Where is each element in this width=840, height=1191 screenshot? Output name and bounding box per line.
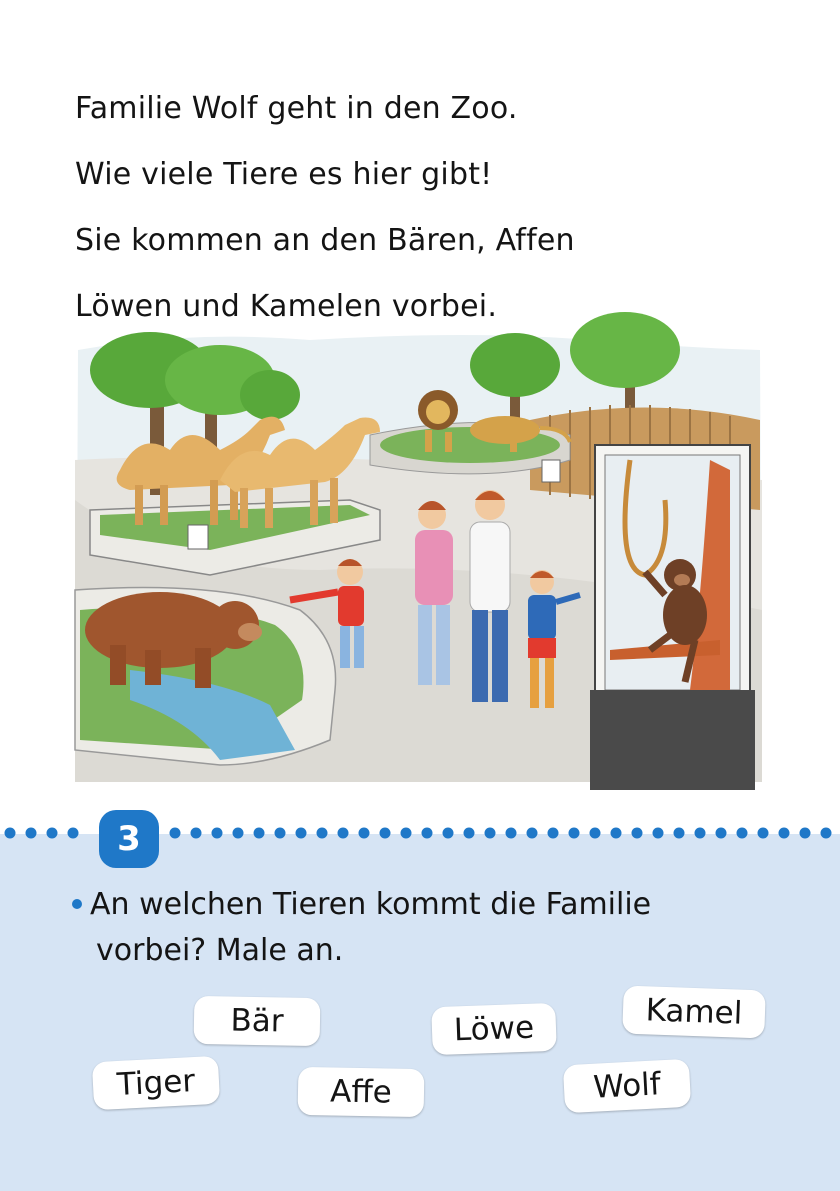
word-card-loewe[interactable]: Löwe (431, 1003, 557, 1055)
story-line-4: Löwen und Kamelen vorbei. (75, 289, 498, 324)
word-card-kamel[interactable]: Kamel (622, 986, 766, 1039)
story-line-1: Familie Wolf geht in den Zoo. (75, 91, 518, 126)
story-text (75, 82, 775, 346)
word-card-wolf[interactable]: Wolf (563, 1059, 691, 1114)
story-line-2: Wie viele Tiere es hier gibt! (75, 157, 493, 192)
word-card-tiger[interactable]: Tiger (92, 1056, 220, 1111)
zoo-illustration (70, 310, 770, 790)
instruction-line-2: vorbei? Male an. (96, 933, 344, 968)
instruction-line-1: An welchen Tieren kommt die Familie (90, 887, 652, 922)
task-number-badge: 3 (99, 810, 159, 868)
task-instruction (72, 882, 792, 974)
bullet-icon (72, 899, 82, 909)
word-card-baer[interactable]: Bär (194, 996, 321, 1046)
word-card-affe[interactable]: Affe (298, 1067, 425, 1117)
story-line-3: Sie kommen an den Bären, Affen (75, 223, 575, 258)
